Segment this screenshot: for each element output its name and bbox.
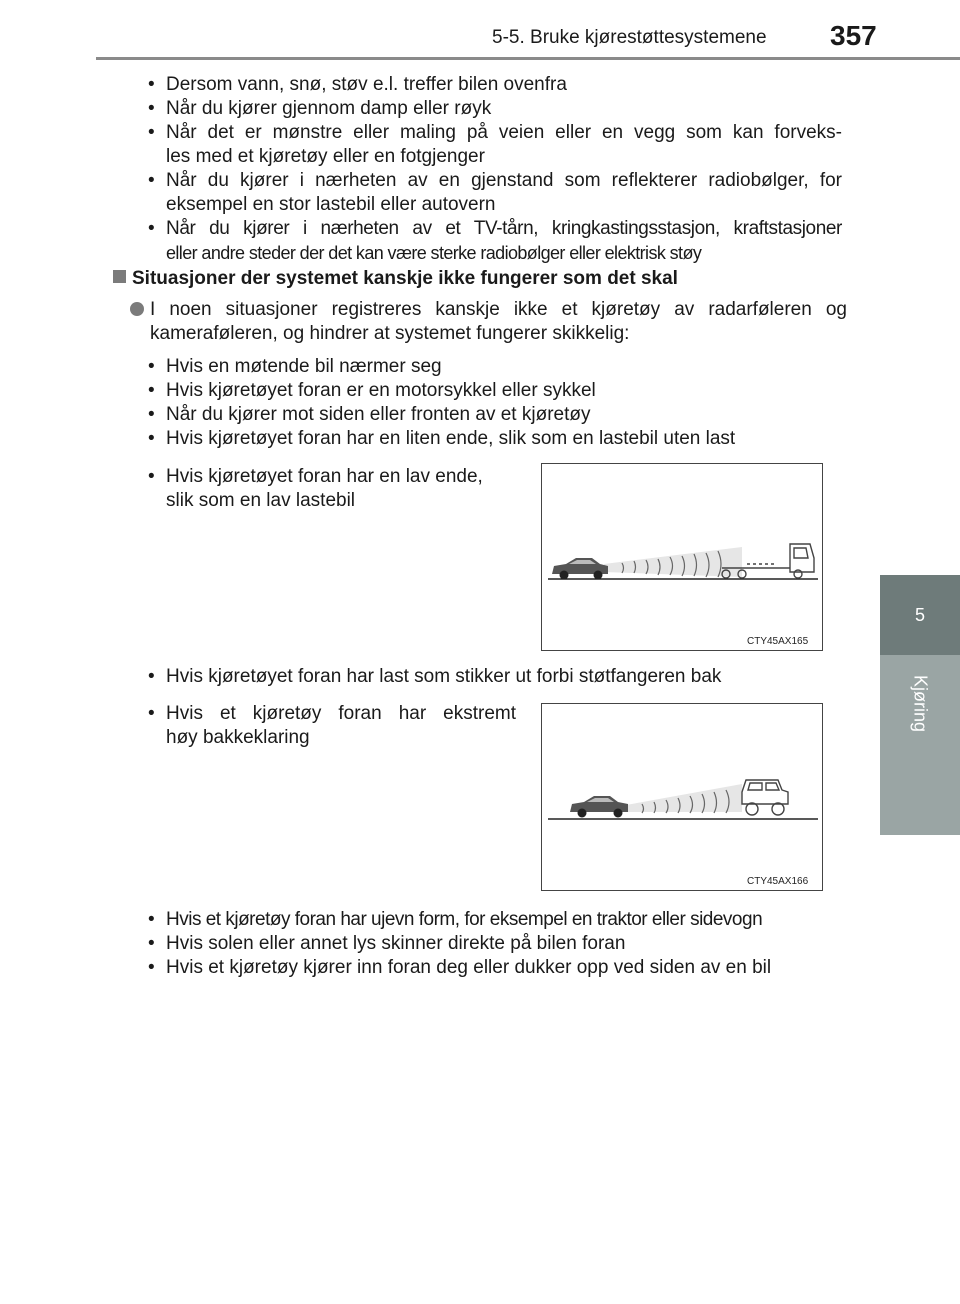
section-heading-text: Situasjoner der systemet kanskje ikke fungerer som det skal — [132, 268, 678, 289]
list-item — [148, 97, 492, 121]
list-item-text: Når du kjører gjennom damp eller røyk — [166, 98, 492, 119]
list-item-text: Hvis kjøretøyet foran er en motorsykkel eller sykkel — [166, 380, 596, 401]
list-item-continuation: høy bakkeklaring — [166, 727, 310, 748]
bullet-symbol: • — [148, 356, 155, 377]
list-item — [148, 702, 516, 726]
list-item — [148, 379, 596, 403]
figure-code: CTY45AX165 — [747, 636, 809, 647]
list-item — [148, 169, 842, 193]
list-item-text: Hvis kjøretøyet foran har en lav ende, — [166, 466, 483, 487]
bullet-symbol: • — [148, 703, 155, 724]
list-item-continuation: les med et kjøretøy eller en fotgjenger — [166, 146, 485, 167]
list-item-text: Hvis solen eller annet lys skinner direkte på bilen foran — [166, 933, 626, 954]
chapter-number: 5 — [914, 604, 925, 625]
list-item — [148, 403, 591, 427]
list-item-continuation: eller andre steder der det kan være sterke radiobølger eller elektrisk støy — [166, 243, 702, 263]
list-item-continuation: eksempel en stor lastebil eller autovern — [166, 194, 496, 215]
list-item — [148, 73, 567, 97]
car-icon — [552, 558, 608, 580]
list-item-text: Når du kjører i nærheten av et TV-tårn, kringkastingsstasjon, kraftstasjoner — [166, 218, 842, 239]
list-item-text: Hvis et kjøretøy kjører inn foran deg eller dukker opp ved siden av en bil — [166, 957, 772, 978]
header-section-title: 5-5. Bruke kjørestøttesystemene — [492, 27, 767, 48]
intro-paragraph: I noen situasjoner registreres kanskje ikke et kjøretøy av radarføleren og kameraføleren, og hindrer at systemet fungerer skikkelig: — [150, 299, 847, 344]
list-item — [148, 908, 763, 932]
bullet-symbol: • — [148, 466, 155, 487]
bullet-symbol: • — [148, 957, 155, 978]
list-item-text: Når du kjører mot siden eller fronten av et kjøretøy — [166, 404, 591, 425]
bullet-symbol: • — [148, 74, 155, 95]
bullet-symbol: • — [148, 909, 155, 930]
bullet-symbol: • — [148, 98, 155, 119]
list-item-continuation: slik som en lav lastebil — [166, 490, 356, 511]
bullet-symbol: • — [148, 170, 155, 191]
list-item — [148, 355, 442, 379]
list-item — [148, 465, 483, 489]
header-rule — [96, 57, 960, 60]
bullet-symbol: • — [148, 218, 155, 239]
circle-bullet-icon — [130, 302, 144, 316]
list-item-text: Hvis et kjøretøy foran har ujevn form, for eksempel en traktor eller sidevogn — [166, 909, 763, 930]
list-item — [148, 665, 722, 689]
figure-code: CTY45AX166 — [747, 876, 809, 887]
high-clearance-vehicle-icon — [742, 780, 788, 815]
car-icon — [570, 796, 628, 818]
list-item-text: Dersom vann, snø, støv e.l. treffer bilen ovenfra — [166, 74, 567, 95]
list-item — [148, 932, 626, 956]
side-tab-chapter-label — [880, 655, 960, 835]
side-tab-chapter-number — [880, 575, 960, 655]
list-item-text: Når du kjører i nærheten av en gjenstand som reflekterer radiobølger, for — [166, 170, 842, 191]
bullet-symbol: • — [148, 380, 155, 401]
list-item — [148, 956, 772, 980]
list-item-text: Hvis en møtende bil nærmer seg — [166, 356, 442, 377]
bullet-symbol: • — [148, 666, 155, 687]
page-number: 357 — [830, 20, 877, 51]
list-item-text: Hvis et kjøretøy foran har ekstremt — [166, 703, 516, 724]
bullet-symbol: • — [148, 122, 155, 143]
list-item — [148, 121, 842, 145]
bullet-symbol: • — [148, 933, 155, 954]
low-truck-illustration — [542, 464, 822, 650]
heading-square-icon — [113, 270, 126, 283]
high-clearance-illustration — [542, 704, 822, 890]
list-item — [148, 427, 736, 451]
list-item-text: Hvis kjøretøyet foran har last som stikker ut forbi støtfangeren bak — [166, 666, 722, 687]
list-item-text: Når det er mønstre eller maling på veien eller en vegg som kan forveks- — [166, 122, 842, 143]
figure-low-truck — [541, 463, 823, 651]
section-heading — [113, 268, 678, 290]
figure-high-clearance — [541, 703, 823, 891]
bullet-symbol: • — [148, 404, 155, 425]
list-item — [148, 217, 842, 241]
list-item-text: Hvis kjøretøyet foran har en liten ende, slik som en lastebil uten last — [166, 428, 736, 449]
chapter-title: Kjøring — [910, 675, 931, 733]
bullet-symbol: • — [148, 428, 155, 449]
